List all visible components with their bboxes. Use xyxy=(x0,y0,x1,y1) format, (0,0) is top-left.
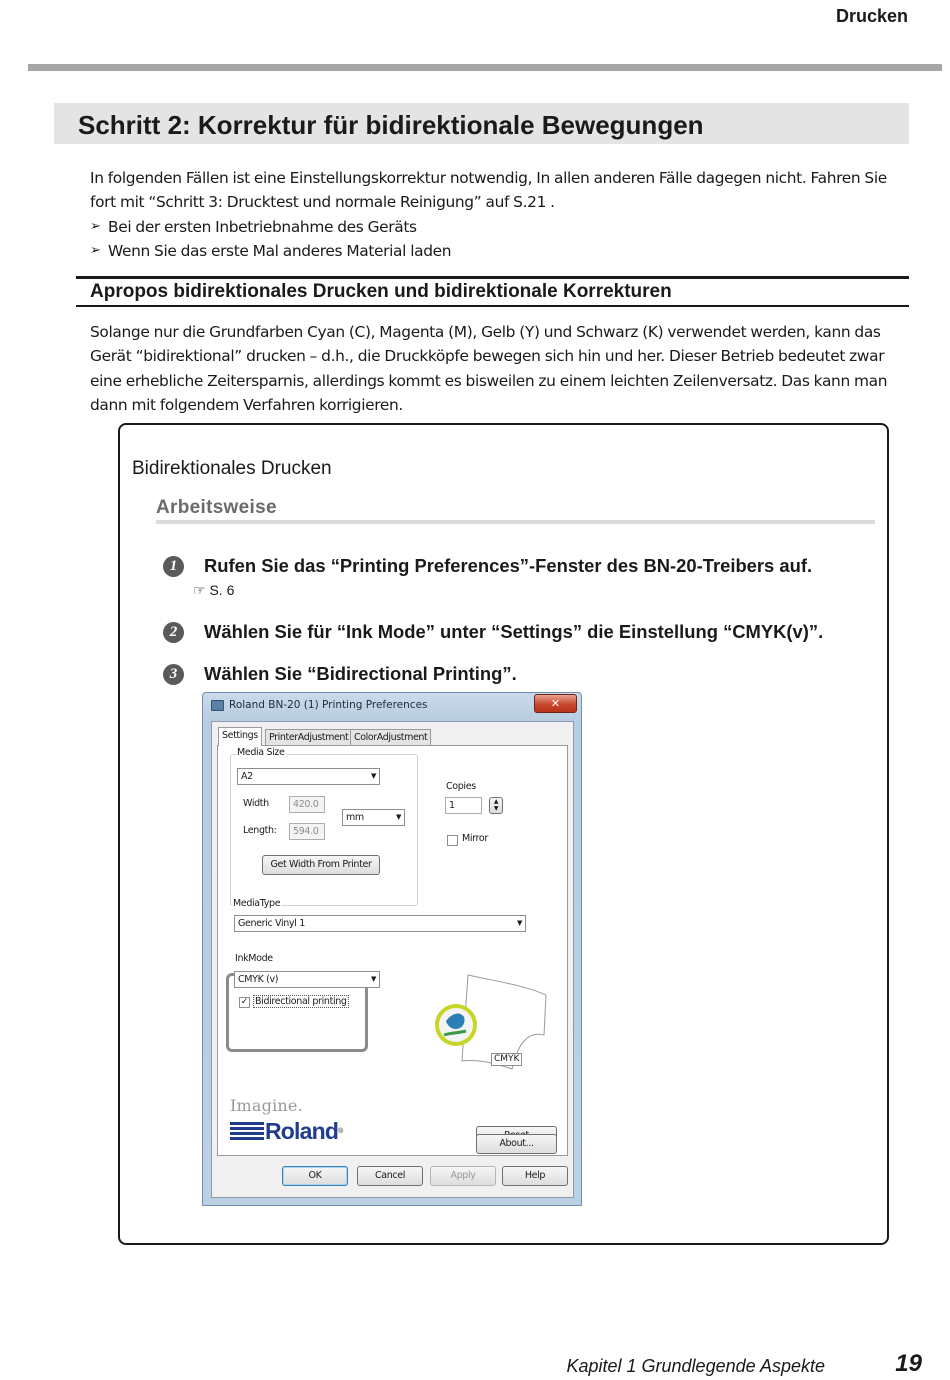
arrow-bullet-icon: ➢ xyxy=(90,242,101,258)
intro-text xyxy=(90,166,906,263)
explanation-paragraph xyxy=(90,320,906,417)
chevron-down-icon: ▼ xyxy=(370,975,376,983)
subheading-rule-bottom xyxy=(76,305,909,307)
printing-preferences-dialog xyxy=(202,692,582,1206)
copies-stepper[interactable]: ▲ ▼ xyxy=(489,797,503,814)
media-size-label: Media Size xyxy=(237,747,285,758)
reference-link[interactable]: S. 6 xyxy=(209,582,235,598)
heading-band xyxy=(54,103,909,144)
roland-logo-mark xyxy=(230,1122,264,1142)
step-number-2: 2 xyxy=(163,622,184,643)
intro-line-1: In folgenden Fällen ist eine Einstellungskorrektur notwendig, In allen anderen Fälle dagegen nicht. Fahren Sie xyxy=(90,169,887,187)
tab-color-adjustment[interactable]: ColorAdjustment xyxy=(350,729,431,745)
page-number: 19 xyxy=(895,1350,922,1377)
procedure-title: Bidirektionales Drucken xyxy=(132,458,332,479)
printer-app-icon xyxy=(211,700,224,711)
preview-mode-tag: CMYK xyxy=(491,1053,522,1066)
footer-chapter: Kapitel 1 Grundlegende Aspekte xyxy=(566,1356,825,1376)
bidirectional-checkbox[interactable]: ✓ xyxy=(240,997,249,1007)
media-size-value: A2 xyxy=(241,771,253,782)
media-type-label: MediaType xyxy=(233,898,281,909)
tab-settings[interactable]: Settings xyxy=(218,727,262,746)
step-number-1: 1 xyxy=(163,556,184,577)
media-type-select[interactable] xyxy=(234,915,526,932)
mirror-checkbox[interactable] xyxy=(447,835,458,846)
header-rule xyxy=(28,64,942,71)
ink-mode-value: CMYK (v) xyxy=(238,974,279,985)
chevron-down-icon: ▼ xyxy=(395,813,401,821)
width-field[interactable]: 420.0 xyxy=(289,796,325,813)
copies-label: Copies xyxy=(446,781,476,792)
unit-value: mm xyxy=(346,812,364,823)
settings-panel xyxy=(217,745,568,1156)
section-label: Drucken xyxy=(835,6,908,26)
pointing-hand-icon: ☞ xyxy=(193,582,206,598)
apply-button[interactable]: Apply xyxy=(430,1166,496,1186)
unit-select[interactable] xyxy=(342,809,405,826)
subheading: Apropos bidirektionales Drucken und bidirektionale Korrekturen xyxy=(90,281,672,302)
paragraph-line-3: eine erhebliche Zeitersparnis, allerdings kommt es bisweilen zu einem leichten Zeilenversatz. Das kann man xyxy=(90,371,888,390)
bullet-text: Wenn Sie das erste Mal anderes Material laden xyxy=(108,241,452,260)
intro-line-2: fort mit “Schritt 3: Drucktest und normale Reinigung” auf S.21 . xyxy=(90,193,555,212)
cancel-button[interactable]: Cancel xyxy=(357,1166,423,1186)
copies-field[interactable]: 1 xyxy=(445,797,482,814)
paragraph-line-4: dann mit folgendem Verfahren korrigieren. xyxy=(90,395,403,414)
roland-wordmark: Roland xyxy=(265,1118,339,1144)
ink-mode-label: InkMode xyxy=(235,953,273,964)
help-button[interactable]: Help xyxy=(502,1166,568,1186)
bullet-item xyxy=(90,239,906,263)
chevron-down-icon: ▼ xyxy=(370,772,376,780)
dialog-client-area xyxy=(211,721,574,1198)
page-reference xyxy=(193,582,234,599)
step-number-3: 3 xyxy=(163,664,184,685)
get-width-button[interactable]: Get Width From Printer xyxy=(262,855,380,875)
about-button[interactable]: About... xyxy=(476,1134,557,1154)
media-type-value: Generic Vinyl 1 xyxy=(238,918,305,929)
step-text-2: Wählen Sie für “Ink Mode” unter “Settings” die Einstellung “CMYK(v)”. xyxy=(204,621,824,642)
roland-logo xyxy=(230,1118,343,1145)
paragraph-line-2: Gerät “bidirektional” drucken – d.h., die Druckköpfe bewegen sich hin und her. Dieser Betrieb bedeutet zwar xyxy=(90,347,885,366)
step-text-3: Wählen Sie “Bidirectional Printing”. xyxy=(204,663,517,684)
paragraph-line-1: Solange nur die Grundfarben Cyan (C), Magenta (M), Gelb (Y) und Schwarz (K) verwendet werden, kann das xyxy=(90,323,881,341)
length-field[interactable]: 594.0 xyxy=(289,823,325,840)
ok-button[interactable]: OK xyxy=(282,1166,348,1186)
ink-mode-select[interactable] xyxy=(234,971,380,988)
subheading-rule-top xyxy=(76,276,909,279)
arrow-bullet-icon: ➢ xyxy=(90,218,101,234)
bullet-item xyxy=(90,215,906,239)
bullet-text: Bei der ersten Inbetriebnahme des Geräts xyxy=(108,217,417,236)
step-text-1: Rufen Sie das “Printing Preferences”-Fenster des BN-20-Treibers auf. xyxy=(204,555,813,576)
procedure-subtitle: Arbeitsweise xyxy=(156,497,277,518)
bidirectional-label: Bidirectional printing xyxy=(255,996,347,1007)
media-size-select[interactable] xyxy=(237,768,380,785)
length-label: Length: xyxy=(243,825,277,836)
registered-mark-icon: ® xyxy=(338,1128,344,1135)
dialog-title: Roland BN-20 (1) Printing Preferences xyxy=(229,699,428,711)
tab-printer-adjustment[interactable]: PrinterAdjustment xyxy=(265,729,352,745)
page-title: Schritt 2: Korrektur für bidirektionale Bewegungen xyxy=(78,110,704,140)
width-label: Width xyxy=(243,798,269,809)
imagine-tagline: Imagine. xyxy=(230,1096,303,1115)
chevron-down-icon: ▼ xyxy=(516,919,522,927)
mirror-label: Mirror xyxy=(462,833,488,844)
close-button[interactable]: ✕ xyxy=(534,694,577,713)
procedure-subtitle-rule xyxy=(156,520,875,524)
